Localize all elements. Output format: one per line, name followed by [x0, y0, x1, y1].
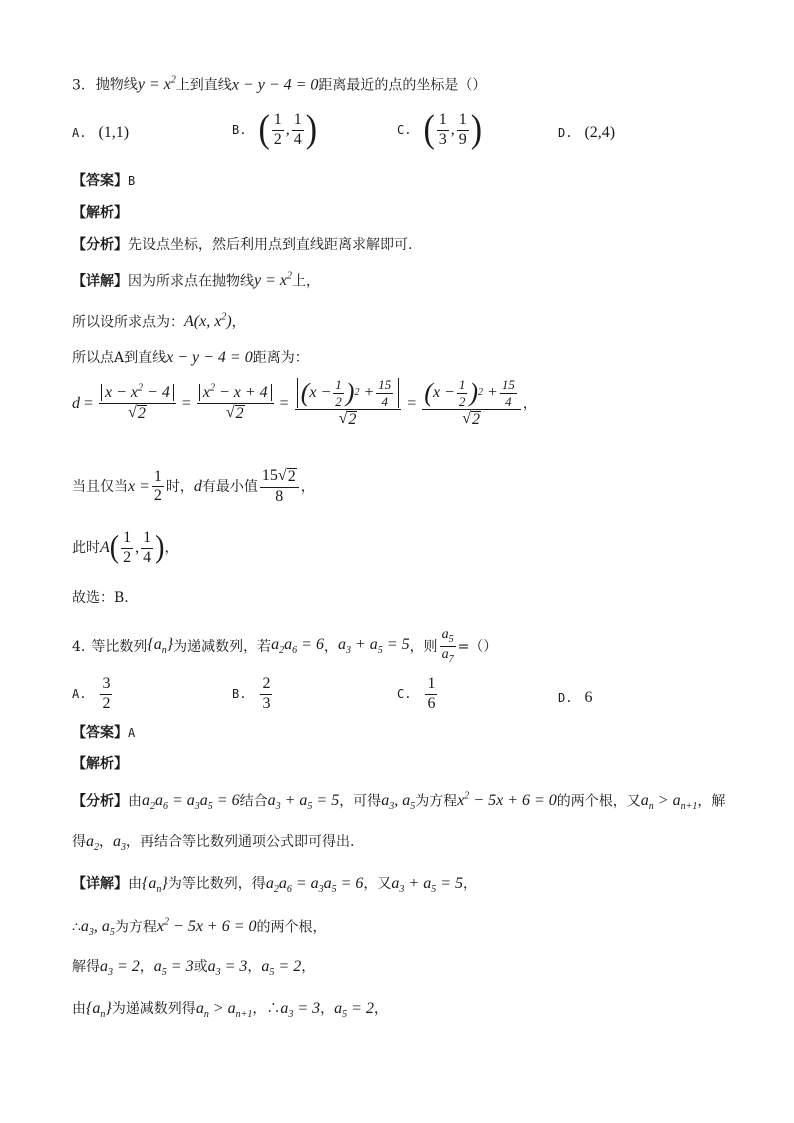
text: 为递减数列，若 [173, 638, 272, 655]
text: ，则 [409, 638, 438, 655]
q4-xiangjie-4: 由$\{a_n\}$为递减数列得$a_n > a_{n+1}$，$\therefore a_3 = 3$，$a_5 = 2$， [72, 1000, 388, 1021]
text: 由 [128, 793, 142, 810]
option-label: B. [232, 123, 247, 138]
text: 为等比数列，得 [167, 876, 266, 892]
q4-analysis [72, 757, 128, 771]
text: 的两个根，又 [556, 793, 641, 810]
text: 结合 [239, 793, 268, 810]
text: ，可得 [339, 793, 382, 810]
text: ， [99, 834, 113, 850]
option-label: B. [232, 687, 247, 702]
q3-xiangjie-1 [72, 272, 320, 289]
text: ∴ [72, 919, 81, 936]
q3-fenxi [72, 238, 412, 252]
q3-option-b [232, 108, 318, 151]
text: 得 [72, 834, 86, 850]
q3-option-a [72, 124, 129, 142]
option-label: D. [558, 126, 573, 140]
q4-number: 4. [72, 638, 86, 655]
text: 所以点A到直线 [72, 350, 167, 366]
text: ， [247, 959, 262, 975]
text: 为递减数列得 [111, 1001, 196, 1017]
text: 解得 [72, 959, 100, 975]
q4-option-a [72, 676, 114, 713]
text: ， [139, 959, 154, 975]
text: 由 [128, 876, 142, 892]
text: ， [373, 1001, 388, 1017]
text: 的两个根， [256, 919, 327, 936]
text: 因为所求点在抛物线 [128, 273, 254, 290]
text: 距离为： [252, 350, 309, 366]
q3-stem-b: 上到直线 [175, 77, 232, 94]
text: ，解 [697, 793, 726, 810]
option-den: 6 [427, 694, 436, 712]
analysis-tag: 【解析】 [72, 205, 128, 221]
option-label: A. [72, 687, 87, 702]
text: ， [231, 314, 246, 331]
q3-xiangjie-6: 此时 A ( $\frac{1}{2}$ , $\frac{1}{4}$ ) ， [72, 529, 179, 566]
option-value: 6 [584, 689, 593, 706]
q3-analysis [72, 206, 128, 220]
option-den: 2 [102, 694, 111, 712]
text: ， [300, 478, 315, 495]
q4-option-c [397, 676, 439, 713]
option-label: C. [397, 687, 412, 702]
option-num: 3 [100, 676, 112, 695]
q4-fenxi-1: 【分析】由$a_2a_6 = a_3a_5 = 6$结合$a_3 + a_5 = 5$，可得$a_3$, $a_5$为方程$x^2 - 5x + 6 = 0$的两个根，又$a_n > a_{n+1}$，解 [72, 791, 726, 813]
text: ，∴ [252, 1001, 281, 1017]
text: ， [463, 876, 477, 892]
xiangjie-tag: 【详解】 [72, 876, 128, 892]
math: $y = x^2$ [254, 271, 292, 290]
text: 等比数列 [91, 638, 148, 655]
q4-fenxi-2: 得$a_2$，$a_3$，再结合等比数列通项公式即可得出. [72, 833, 355, 854]
q3-xiangjie-5: 当且仅当 x = $\frac{1}{2}$ 时， d 有最小值 15 √ 2 8 ， [72, 467, 315, 505]
fenxi-tag: 【分析】 [72, 237, 128, 253]
option-den: 3 [262, 694, 271, 712]
text: 为方程 [114, 919, 157, 936]
q3-number: 3. [72, 77, 86, 94]
text: =（） [457, 638, 498, 655]
option-value: ( $\frac{1}{3}$ , $\frac{1}{9}$ ) [423, 108, 483, 151]
fenxi-tag: 【分析】 [72, 793, 128, 810]
math: A(x, $x^2$) [184, 312, 232, 331]
text: 时， [165, 478, 194, 495]
q4-xiangjie-3: 解得$a_3 = 2$，$a_5 = 3$或$a_3 = 3$，$a_5 = 2$， [72, 958, 316, 979]
option-num: 2 [260, 676, 272, 695]
q3-xiangjie-2 [72, 313, 246, 330]
text: ， [301, 959, 316, 975]
text: 为方程 [415, 793, 458, 810]
text: ，又 [363, 876, 392, 892]
text: ， [320, 1001, 335, 1017]
option-value: ( $\frac{1}{2}$ , $\frac{1}{4}$ ) [258, 108, 318, 151]
text: 由 [72, 1001, 86, 1017]
q3-option-c [397, 108, 483, 151]
q3-answer [72, 174, 135, 188]
text: 当且仅当 [72, 478, 128, 495]
q4-option-d [558, 689, 592, 707]
option-num: 1 [425, 676, 437, 695]
text: 故选：B. [72, 590, 129, 606]
option-value: (1,1) [98, 124, 130, 141]
q3-line: x − y − 4 = 0 [231, 76, 319, 94]
answer-value: A [128, 726, 136, 740]
q3-distance-formula: d = $x - x^2 - 4$ √ 2 = $x^2 - x + 4$ √ 2 = ( x − $\frac{1}{2}$ ) 2 + $\frac{15}{4}$ √ 2 = ( x − $\frac{1}{2}$ ) 2 + $\frac{15}{4}$ √ 2 ， [72, 377, 537, 429]
q4-xiangjie-2: $\therefore a_3$, $a_5$为方程$x^2 - 5x + 6 = 0$的两个根， [72, 917, 327, 939]
answer-value: B [128, 174, 136, 188]
option-label: C. [397, 123, 412, 138]
answer-tag: 【答案】 [72, 173, 128, 189]
q3-stem-c: 距离最近的点的坐标是（） [318, 77, 487, 94]
text: 有最小值 [201, 478, 258, 495]
text: 所以设所求点为： [72, 314, 184, 331]
text: 此时 [72, 540, 100, 557]
text: 或 [193, 959, 208, 975]
q3-xiangjie-7 [72, 591, 129, 605]
q4-answer [72, 726, 135, 740]
analysis-tag: 【解析】 [72, 756, 128, 772]
xiangjie-tag: 【详解】 [72, 273, 128, 290]
text: ， [323, 638, 338, 655]
option-value: (2,4) [584, 124, 616, 141]
option-label: D. [558, 691, 573, 705]
q3-stem-a: 抛物线 [95, 77, 138, 94]
text: ，再结合等比数列通项公式即可得出. [126, 834, 355, 850]
answer-tag: 【答案】 [72, 725, 128, 741]
q3-xiangjie-3 [72, 350, 309, 366]
q4-xiangjie-1: 【详解】由$\{a_n\}$为等比数列，得$a_2a_6 = a_3a_5 = 6$，又$a_3 + a_5 = 5$， [72, 875, 477, 896]
q3-option-d [558, 124, 615, 142]
q3-parabola: $y = x^2$ [137, 75, 176, 94]
q4-option-b [232, 676, 274, 713]
q3-stem [72, 76, 486, 93]
q4-stem: 4. 等比数列 $\{a_n\}$ 为递减数列，若 $a_2a_6 = 6$ ， $a_3 + a_5 = 5$ ，则 $\frac{a_5}{a_7}$ =（） [72, 627, 498, 666]
fenxi-text: 先设点坐标，然后利用点到直线距离求解即可. [128, 237, 413, 253]
math: x − y − 4 = 0 [166, 349, 253, 366]
text: ， [164, 540, 179, 557]
option-label: A. [72, 126, 87, 140]
text: 上， [292, 273, 320, 290]
